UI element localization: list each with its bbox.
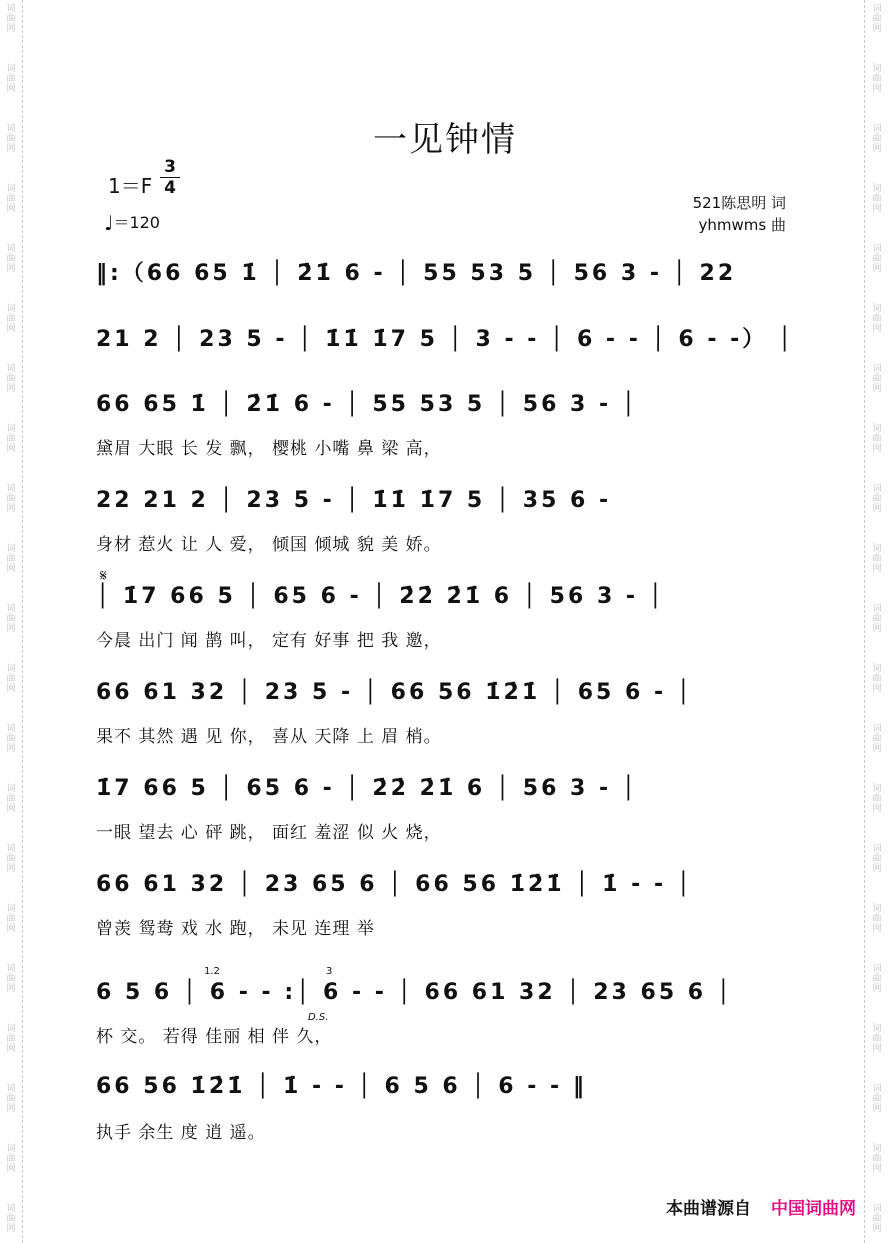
watermark-text: 词曲网: [6, 184, 16, 214]
lyric-line: 一眼 望去 心 砰 跳， 面红 羞涩 似 火 烧，: [96, 823, 442, 843]
notation-line: │ 1̇7 66 5 │ 65 6 - │ 2̇2̇ 2̇1̇ 6 │ 56 3 - │: [96, 584, 665, 609]
notation-line: 66 56 1̇2̇1̇ │ 1̇ - - │ 6 5 6 │ 6 - - ‖: [96, 1074, 587, 1099]
footer-brand: 中国词曲网: [771, 1199, 856, 1219]
song-title: 一见钟情: [373, 120, 517, 160]
watermark-text: 词曲网: [6, 544, 16, 574]
watermark-text: 词曲网: [872, 424, 882, 454]
watermark-text: 词曲网: [872, 1084, 882, 1114]
watermark-text: 词曲网: [6, 784, 16, 814]
watermark-text: 词曲网: [6, 1024, 16, 1054]
watermark-text: 词曲网: [872, 784, 882, 814]
watermark-text: 词曲网: [6, 124, 16, 154]
lyric-line: 果不 其然 遇 见 你， 喜从 天降 上 眉 梢。: [96, 727, 442, 747]
watermark-text: 词曲网: [872, 664, 882, 694]
watermark-text: 词曲网: [6, 424, 16, 454]
watermark-text: 词曲网: [6, 64, 16, 94]
ds-marking: D.S.: [308, 1012, 329, 1023]
watermark-text: 词曲网: [872, 1144, 882, 1174]
watermark-text: 词曲网: [872, 124, 882, 154]
lyric-line: 黛眉 大眼 长 发 飘， 樱桃 小嘴 鼻 梁 高，: [96, 439, 442, 459]
watermark-text: 词曲网: [6, 664, 16, 694]
watermark-text: 词曲网: [872, 64, 882, 94]
watermark-text: 词曲网: [872, 244, 882, 274]
time-signature-top: 3: [164, 157, 176, 177]
left-margin-rule: [22, 0, 23, 1243]
watermark-text: 词曲网: [872, 544, 882, 574]
watermark-text: 词曲网: [872, 4, 882, 34]
lyricist-credit: 521陈思明 词: [692, 194, 786, 212]
footer-source-text: 本曲谱源自: [666, 1199, 751, 1219]
time-signature: [160, 158, 180, 197]
right-margin-rule: [864, 0, 865, 1243]
tempo-value: ＝120: [113, 213, 160, 232]
footer-source: [666, 1194, 856, 1219]
quarter-note-icon: ♩: [104, 211, 114, 235]
watermark-text: 词曲网: [6, 1204, 16, 1234]
watermark-text: 词曲网: [872, 1024, 882, 1054]
lyric-line: 杯 交。 若得 佳丽 相 伴 久，: [96, 1027, 333, 1047]
lyric-line: 曾羡 鸳鸯 戏 水 跑， 未见 连理 举: [96, 919, 375, 939]
composer-credit: yhmwms 曲: [698, 216, 786, 234]
watermark-text: 词曲网: [872, 184, 882, 214]
watermark-text: 词曲网: [872, 304, 882, 334]
notation-line: 6 5 6 │ 6 - - :│ 6 - - │ 66 61 32 │ 23 65 6 │: [96, 980, 733, 1005]
key-signature: 1＝F: [108, 174, 153, 198]
watermark-text: 词曲网: [6, 244, 16, 274]
watermark-text: 词曲网: [6, 1144, 16, 1174]
watermark-text: 词曲网: [872, 1204, 882, 1234]
watermark-text: 词曲网: [872, 364, 882, 394]
watermark-text: 词曲网: [872, 604, 882, 634]
volta-3-label: 3: [326, 966, 333, 977]
notation-line: 22 21 2 │ 23 5 - │ 1̇1̇ 1̇7 5 │ 35 6 -: [96, 488, 612, 513]
watermark-text: 词曲网: [872, 844, 882, 874]
watermark-text: 词曲网: [6, 724, 16, 754]
watermark-text: 词曲网: [872, 904, 882, 934]
notation-line: 66 61 32 │ 23 5 - │ 66 56 1̇2̇1̇ │ 65 6 - │: [96, 680, 693, 705]
volta-1-2-label: 1.2: [204, 966, 220, 977]
notation-line: ‖:（66 65 1̇ │ 2̇1̇ 6 - │ 55 53 5 │ 56 3 - │ 22: [96, 261, 737, 286]
notation-line: 1̇7 66 5 │ 65 6 - │ 2̇2̇ 2̇1̇ 6 │ 56 3 - │: [96, 776, 639, 801]
lyric-line: 身材 惹火 让 人 爱， 倾国 倾城 貌 美 娇。: [96, 535, 442, 555]
watermark-text: 词曲网: [6, 4, 16, 34]
watermark-text: 词曲网: [6, 904, 16, 934]
watermark-text: 词曲网: [6, 1084, 16, 1114]
notation-line: 66 61 32 │ 23 65 6 │ 66 56 1̇2̇1̇ │ 1̇ - - │: [96, 872, 693, 897]
watermark-text: 词曲网: [6, 964, 16, 994]
watermark-text: 词曲网: [6, 364, 16, 394]
watermark-text: 词曲网: [6, 304, 16, 334]
watermark-text: 词曲网: [872, 964, 882, 994]
lyric-line: 执手 余生 度 逍 遥。: [96, 1123, 266, 1143]
segno-sign: 𝄋: [100, 566, 107, 585]
time-signature-bottom: 4: [164, 178, 176, 198]
watermark-text: 词曲网: [6, 844, 16, 874]
notation-line: 66 65 1̇ │ 2̇1̇ 6 - │ 55 53 5 │ 56 3 - │: [96, 392, 639, 417]
watermark-text: 词曲网: [872, 484, 882, 514]
watermark-text: 词曲网: [872, 724, 882, 754]
watermark-text: 词曲网: [6, 604, 16, 634]
notation-line: 21 2 │ 23 5 - │ 1̇1̇ 1̇7 5 │ 3 - - │ 6 - - │ 6 - -） │: [96, 327, 795, 352]
tempo-marking: [104, 210, 160, 235]
watermark-text: 词曲网: [6, 484, 16, 514]
lyric-line: 今晨 出门 闻 鹊 叫， 定有 好事 把 我 邀，: [96, 631, 442, 651]
